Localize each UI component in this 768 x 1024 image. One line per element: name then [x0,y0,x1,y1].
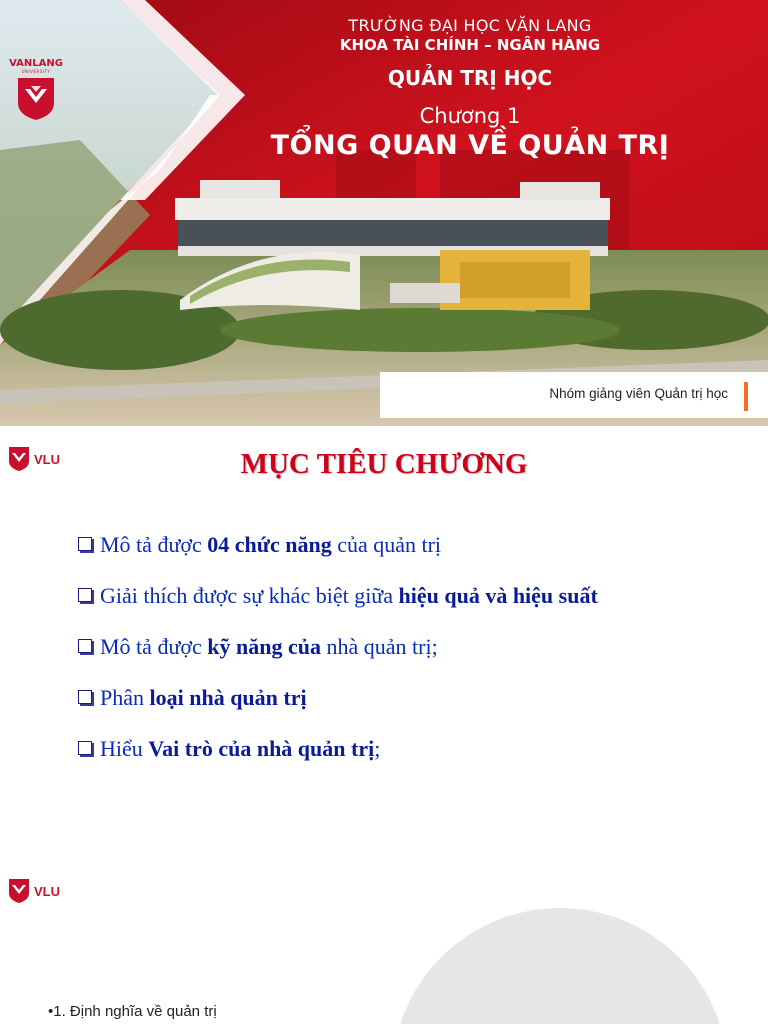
shield-icon [17,77,55,121]
objective-item [78,583,598,609]
title-slide [0,0,768,426]
vanlang-university-logo [8,58,64,128]
objectives-slide [0,426,768,850]
checkbox-bullet-icon [78,537,92,551]
objective-text: Mô tả được 04 chức năng của quản trị [100,532,442,557]
objective-text: Phân loại nhà quản trị [100,685,307,710]
vlu-logo-text: VLU [34,451,60,467]
faculty-name: KHOA TÀI CHÍNH – NGÂN HÀNG [339,36,601,54]
objectives-list [78,532,598,787]
chapter-title: TỔNG QUAN VỀ QUẢN TRỊ [270,130,670,161]
checkbox-bullet-icon [78,639,92,653]
objective-item [78,634,598,660]
school-name: TRƯỜNG ĐẠI HỌC VĂN LANG [348,16,592,35]
decorative-circle [392,908,728,1024]
objective-item [78,685,598,711]
logo-wordmark: VANLANG [9,58,63,69]
footer-author: Nhóm giảng viên Quản trị học [549,386,728,401]
chapter-number: Chương 1 [419,104,521,128]
checkbox-bullet-icon [78,741,92,755]
objective-text: Mô tả được kỹ năng của nhà quản trị; [100,634,438,659]
checkbox-bullet-icon [78,690,92,704]
logo-subtitle: UNIVERSITY [21,69,51,74]
footer-bar [380,372,768,418]
contents-slide [0,850,768,1024]
objective-text: Hiểu Vai trò của nhà quản trị; [100,736,381,761]
objective-item [78,532,598,558]
contents-item: •1. Định nghĩa về quản trị [48,1003,217,1020]
campus-background-image [0,0,768,426]
objective-text: Giải thích được sự khác biệt giữa hiệu quả và hiệu suất [100,583,598,608]
vlu-shield-icon [8,878,30,904]
slide-title: MỤC TIÊU CHƯƠNG [240,448,528,480]
course-name: QUẢN TRỊ HỌC [387,66,553,90]
objective-item [78,736,598,762]
vlu-logo [8,878,60,904]
vlu-logo-text: VLU [34,883,60,899]
footer-accent-bar [744,382,748,411]
checkbox-bullet-icon [78,588,92,602]
